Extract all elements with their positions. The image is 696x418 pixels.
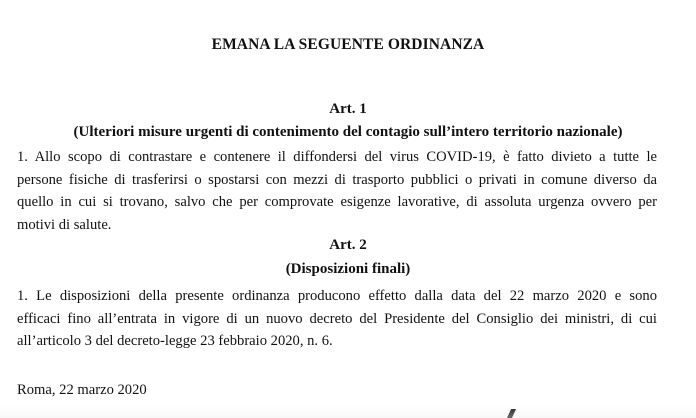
paragraph-line: 1. Le disposizioni della presente ordinanza producono effetto dalla data del 22 marzo 2020 e sono [17, 288, 657, 304]
article-2-heading: Art. 2 [329, 237, 367, 253]
page-edge-shadow [0, 405, 696, 418]
article-1-paragraph [17, 146, 657, 236]
article-2-subtitle: (Disposizioni finali) [285, 261, 411, 277]
paragraph-line: quello in cui si trovano, salvo che per comprovate esigenze lavorative, di assoluta urgenza ovvero per [17, 194, 657, 210]
paragraph-line: motivi di salute. [17, 216, 112, 233]
paragraph-line: efficaci fino all’entrata in vigore di un nuovo decreto del Presidente del Consiglio dei ministri, di cui [17, 310, 657, 327]
article-2-paragraph [17, 285, 657, 353]
article-1-subtitle: (Ulteriori misure urgenti di contenimento del contagio sull’intero territorio nazionale) [73, 124, 623, 140]
paragraph-line: 1. Allo scopo di contrastare e contenere il diffondersi del virus COVID-19, è fatto divieto a tutte le [17, 149, 657, 165]
paragraph-line: all’articolo 3 del decreto-legge 23 febbraio 2020, n. 6. [17, 333, 333, 349]
paragraph-line: persone fisiche di trasferirsi o spostarsi con mezzi di trasporto pubblici o privati in comune diverso da [17, 171, 657, 188]
place-and-date: Roma, 22 marzo 2020 [17, 382, 147, 398]
ordinance-title: EMANA LA SEGUENTE ORDINANZA [211, 36, 485, 53]
article-1-heading: Art. 1 [329, 101, 367, 117]
